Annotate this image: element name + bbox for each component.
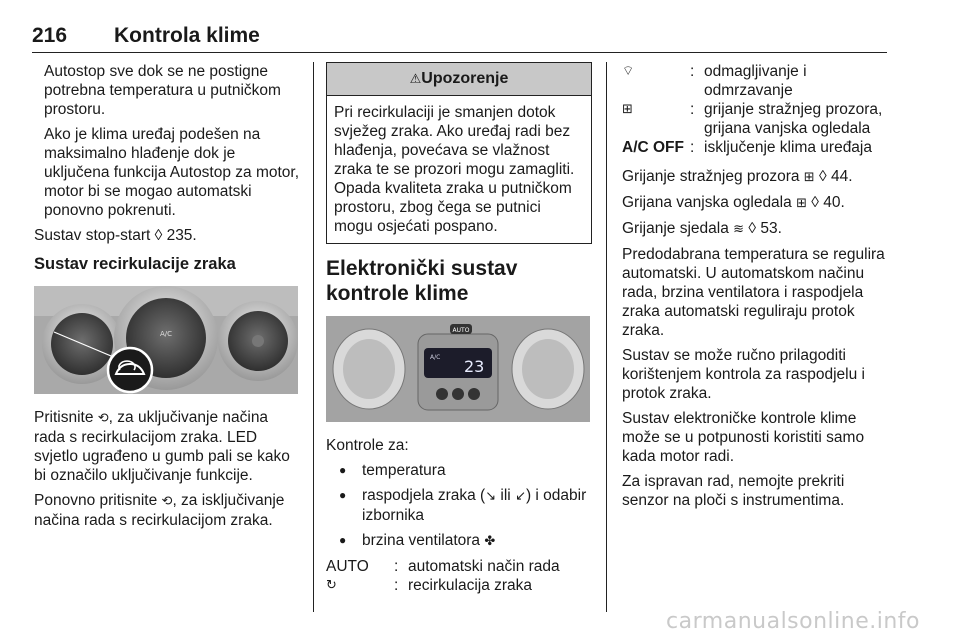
cross-reference: Sustav stop-start ◊ 235. bbox=[34, 227, 197, 244]
paragraph: Predodabrana temperatura se regulira automatski. U automatskom načinu rada, brzina ventilatora i raspodjela zraka automatski reguliraju protok zraka. bbox=[622, 246, 885, 339]
page-header bbox=[32, 24, 887, 53]
paragraph: Grijanje sjedala ≋ ◊ 53. bbox=[622, 220, 782, 237]
section-heading: Sustav recirkulacije zraka bbox=[34, 255, 236, 273]
air-distribution-feet-icon: ↙ bbox=[515, 489, 526, 504]
warning-header: ⚠Upozorenje bbox=[327, 63, 591, 96]
paragraph: Grijanje stražnjeg prozora ⊞ ◊ 44. bbox=[622, 168, 853, 185]
definition-desc: isključenje klima uređaja bbox=[704, 139, 872, 156]
paragraph: Za ispravan rad, nemojte prekriti senzor na ploči s instrumentima. bbox=[622, 473, 845, 509]
column-divider bbox=[313, 62, 314, 612]
seat-heating-icon: ≋ bbox=[733, 222, 745, 237]
list-item: ● raspodjela zraka (↘ ili ↙) i odabir izbornika bbox=[326, 486, 592, 525]
recirculation-car-icon: ⟲ bbox=[97, 411, 109, 426]
fan-icon: ✤ bbox=[484, 534, 496, 549]
chapter-title: Kontrola klime bbox=[114, 24, 260, 47]
warning-triangle-icon: ⚠ bbox=[409, 72, 422, 87]
column-divider bbox=[606, 62, 607, 612]
column-3 bbox=[622, 62, 888, 516]
list-item: ● brzina ventilatora ✤ bbox=[326, 531, 592, 551]
recirculation-icon: ↻ bbox=[326, 578, 337, 593]
svg-text:A/C: A/C bbox=[159, 330, 173, 338]
recirculation-car-icon: ⟲ bbox=[161, 494, 173, 509]
paragraph: Ponovno pritisnite ⟲, za isključivanje načina rada s recirkulacijom zraka. bbox=[34, 492, 285, 529]
paragraph: Kontrole za: bbox=[326, 437, 409, 454]
paragraph: Sustav se može ručno prilagoditi korištenjem kontrola za raspodjelu i protok zraka. bbox=[622, 347, 865, 402]
definition-row: ⌔ : odmagljivanje i odmrzavanje bbox=[622, 62, 888, 100]
section-heading: Elektronički sustav kontrole klime bbox=[326, 257, 518, 305]
warning-box bbox=[326, 62, 592, 244]
list-item: ● temperatura bbox=[326, 461, 592, 480]
warning-text: Pri recirkulaciji je smanjen dotok svježeg zraka. Ako uređaj radi bez hlađenja, povećava se vlažnost zraka te se prozori mogu zamagliti. Opada kvaliteta zraka u putničkom prostoru, zbog čega se putnici mogu osjećati pospano. bbox=[334, 104, 575, 235]
paragraph: Sustav elektroničke kontrole klime može se u potpunosti koristiti samo kada motor radi. bbox=[622, 410, 865, 465]
definition-desc: recirkulacija zraka bbox=[408, 577, 533, 594]
rear-window-heat-icon: ⊞ bbox=[796, 196, 807, 211]
definition-row: ⊞ : grijanje stražnjeg prozora, grijana vanjska ogledala bbox=[622, 100, 888, 138]
definition-row: AUTO : automatski način rada bbox=[326, 557, 592, 576]
definition-term: A/C OFF bbox=[622, 139, 684, 156]
definition-term: AUTO bbox=[326, 558, 369, 575]
controls-list bbox=[326, 461, 592, 551]
column-1 bbox=[34, 62, 300, 536]
definition-desc: automatski način rada bbox=[408, 558, 560, 575]
page-number: 216 bbox=[32, 24, 68, 47]
definition-row: ↻ : recirkulacija zraka bbox=[326, 576, 592, 595]
svg-text:23: 23 bbox=[464, 357, 485, 376]
paragraph: Ako je klima uređaj podešen na maksimalno hlađenje dok je uključena funkcija Autostop za motor, motor bi se mogao automatski ponovno pokrenuti. bbox=[44, 126, 300, 219]
rear-window-heat-icon: ⊞ bbox=[803, 170, 815, 185]
paragraph: Grijana vanjska ogledala ⊞ ◊ 40. bbox=[622, 194, 845, 211]
definition-desc: odmagljivanje i odmrzavanje bbox=[704, 63, 807, 99]
air-distribution-icon: ↘ bbox=[485, 489, 497, 504]
paragraph: Autostop sve dok se ne postigne potrebna temperatura u putničkom prostoru. bbox=[44, 63, 281, 118]
windscreen-defrost-icon: ⌔ bbox=[622, 64, 635, 79]
definition-row: A/C OFF : isključenje klima uređaja bbox=[622, 138, 888, 157]
rear-window-heat-icon: ⊞ bbox=[622, 102, 633, 117]
watermark: carmanualsonline.info bbox=[666, 609, 920, 634]
recirculation-control-photo bbox=[34, 286, 298, 394]
climate-control-panel-photo bbox=[326, 316, 590, 422]
svg-text:AUTO: AUTO bbox=[452, 327, 470, 334]
svg-text:A/C: A/C bbox=[430, 354, 441, 361]
paragraph: Pritisnite ⟲, za uključivanje načina rada s recirkulacijom zraka. LED svjetlo ugrađeno u gumb pali se kako bi označilo uključivanje funkcije. bbox=[34, 409, 290, 484]
definition-desc: grijanje stražnjeg prozora, grijana vanjska ogledala bbox=[704, 101, 883, 137]
column-2 bbox=[326, 62, 592, 595]
